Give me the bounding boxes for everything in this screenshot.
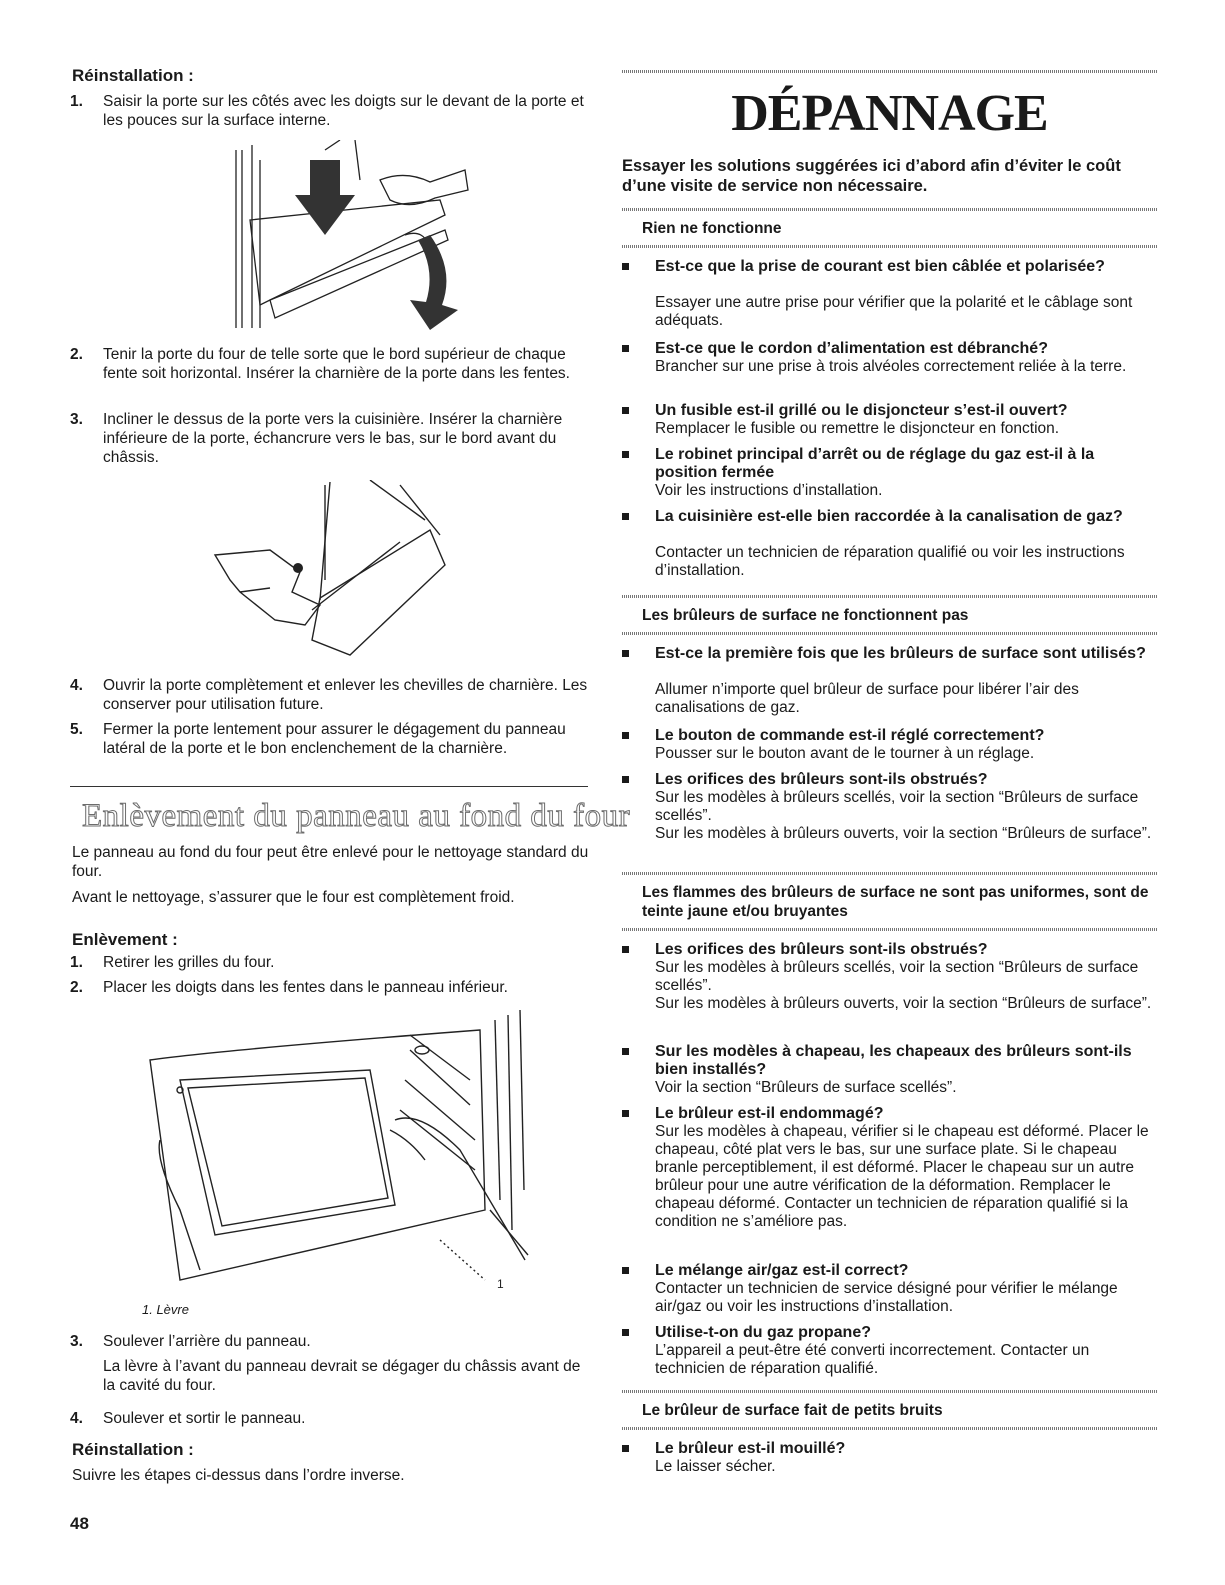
removal-step-1: 1. Retirer les grilles du four. (70, 954, 275, 971)
question: Sur les modèles à chapeau, les chapeaux des brûleurs sont-ils bien installés? (655, 1043, 1132, 1078)
section-bottom-rule (622, 928, 1157, 931)
question: Est-ce que la prise de courant est bien câblée et polarisée? (655, 258, 1105, 275)
troubleshooting-item (622, 941, 1157, 1031)
troubleshooting-item (622, 771, 1157, 861)
removal-step-3: 3. Soulever l’arrière du panneau. (70, 1333, 311, 1350)
troubleshooting-item (622, 1043, 1157, 1097)
page-number: 48 (70, 1514, 89, 1533)
answer: L’appareil a peut-être été converti incorrectement. Contacter un technicien de réparation qualifié. (655, 1342, 1090, 1377)
question: Un fusible est-il grillé ou le disjoncteur s’est-il ouvert? (655, 402, 1068, 419)
troubleshooting-item (622, 1105, 1157, 1249)
question: Le brûleur est-il endommagé? (655, 1105, 884, 1122)
bullet-square-icon (622, 1329, 629, 1336)
answer: Le laisser sécher. (655, 1458, 776, 1475)
section-heading: Le brûleur de surface fait de petits bruits (642, 1402, 943, 1419)
page-title: DÉPANNAGE (731, 85, 1048, 142)
bullet-square-icon (622, 1445, 629, 1452)
reinstall-text: Suivre les étapes ci-dessus dans l’ordre inverse. (72, 1467, 405, 1484)
question: Les orifices des brûleurs sont-ils obstrués? (655, 941, 988, 958)
bullet-square-icon (622, 263, 629, 270)
figure-callout: 1 (497, 1277, 504, 1291)
answer: Sur les modèles à chapeau, vérifier si le chapeau est déformé. Placer le chapeau, côté plat vers le bas, sur une surface plate. Si le chapeau branle perceptiblement, il est déformé. Placer le chapeau sur un autre brûleur pour une autre vérification de la déformation. Remplacer le chapeau déformé. Contacter un technicien de réparation qualifié si la condition ne s’améliore pas. (655, 1123, 1149, 1230)
answer: Contacter un technicien de service désigné pour vérifier le mélange air/gaz ou voir les instructions d’installation. (655, 1280, 1118, 1315)
section-bottom-rule (622, 245, 1157, 248)
oven-panel-illustration (140, 1010, 530, 1295)
section-top-rule (622, 208, 1157, 211)
section-paragraph-1: Le panneau au fond du four peut être enlevé pour le nettoyage standard du four. (72, 844, 589, 880)
answer: Essayer une autre prise pour vérifier que la polarité et le câblage sont adéquats. (655, 294, 1133, 329)
top-dotted-rule (622, 70, 1157, 73)
door-lift-illustration (230, 140, 470, 332)
bullet-square-icon (622, 345, 629, 352)
intro-text: Essayer les solutions suggérées ici d’abord afin d’éviter le coût d’une visite de service non nécessaire. (622, 157, 1121, 195)
bullet-square-icon (622, 1110, 629, 1117)
bullet-square-icon (622, 513, 629, 520)
section-divider (70, 786, 588, 787)
troubleshooting-item (622, 340, 1157, 394)
troubleshooting-item (622, 1262, 1157, 1316)
troubleshooting-item (622, 402, 1157, 438)
answer: Brancher sur une prise à trois alvéoles correctement reliée à la terre. (655, 358, 1127, 375)
section-paragraph-2: Avant le nettoyage, s’assurer que le four est complètement froid. (72, 889, 515, 906)
answer: Remplacer le fusible ou remettre le disjoncteur en fonction. (655, 420, 1060, 437)
reinstall-heading-2: Réinstallation : (72, 1440, 194, 1459)
answer: Sur les modèles à brûleurs scellés, voir la section “Brûleurs de surface scellés”. Sur les modèles à brûleurs ouverts, voir la section “Brûleurs de surface”. (655, 789, 1152, 842)
removal-heading: Enlèvement : (72, 930, 178, 949)
section-heading: Les brûleurs de surface ne fonctionnent pas (642, 607, 969, 624)
bullet-square-icon (622, 451, 629, 458)
troubleshooting-item (622, 258, 1157, 330)
question: Le brûleur est-il mouillé? (655, 1440, 846, 1457)
answer: Contacter un technicien de réparation qualifié ou voir les instructions d’installation. (655, 544, 1125, 579)
question: Est-ce la première fois que les brûleurs de surface sont utilisés? (655, 645, 1146, 662)
section-heading: Rien ne fonctionne (642, 220, 782, 237)
removal-step-2: 2. Placer les doigts dans les fentes dans le panneau inférieur. (70, 979, 508, 996)
troubleshooting-item (622, 1440, 1157, 1476)
question: Utilise-t-on du gaz propane? (655, 1324, 871, 1341)
bullet-square-icon (622, 1267, 629, 1274)
bullet-square-icon (622, 946, 629, 953)
removal-step-3-note: La lèvre à l’avant du panneau devrait se dégager du châssis avant de la cavité du four. (103, 1358, 581, 1394)
troubleshooting-item (622, 645, 1157, 717)
answer: Voir la section “Brûleurs de surface scellés”. (655, 1079, 957, 1096)
bullet-square-icon (622, 407, 629, 414)
troubleshooting-item (622, 508, 1157, 580)
question: Le bouton de commande est-il réglé correctement? (655, 727, 1045, 744)
section-title: Enlèvement du panneau au fond du four (82, 798, 631, 834)
reinstall-heading: Réinstallation : (72, 66, 194, 85)
question: Les orifices des brûleurs sont-ils obstrués? (655, 771, 988, 788)
bullet-square-icon (622, 776, 629, 783)
step-4: 4. Ouvrir la porte complètement et enlever les chevilles de charnière. Les conserver pour utilisation future. (70, 677, 588, 713)
troubleshooting-item (622, 727, 1157, 763)
section-bottom-rule (622, 632, 1157, 635)
question: La cuisinière est-elle bien raccordée à la canalisation de gaz? (655, 508, 1123, 525)
answer: Pousser sur le bouton avant de le tourner à un réglage. (655, 745, 1035, 762)
bullet-square-icon (622, 732, 629, 739)
section-top-rule (622, 1390, 1157, 1393)
answer: Voir les instructions d’installation. (655, 482, 883, 499)
removal-step-4: 4. Soulever et sortir le panneau. (70, 1410, 306, 1427)
bullet-square-icon (622, 1048, 629, 1055)
troubleshooting-item (622, 1324, 1157, 1378)
section-top-rule (622, 595, 1157, 598)
hinge-illustration (200, 480, 450, 658)
question: Est-ce que le cordon d’alimentation est débranché? (655, 340, 1048, 357)
step-5: 5. Fermer la porte lentement pour assurer le dégagement du panneau latéral de la porte et le bon enclenchement de la charnière. (70, 721, 566, 757)
step-1: 1. Saisir la porte sur les côtés avec les doigts sur le devant de la porte et les pouces sur la surface interne. (70, 93, 584, 129)
section-top-rule (622, 872, 1157, 875)
answer: Allumer n’importe quel brûleur de surface pour libérer l’air des canalisations de gaz. (655, 681, 1079, 716)
question: Le robinet principal d’arrêt ou de réglage du gaz est-il à la position fermée (655, 446, 1095, 481)
answer: Sur les modèles à brûleurs scellés, voir la section “Brûleurs de surface scellés”. Sur les modèles à brûleurs ouverts, voir la section “Brûleurs de surface”. (655, 959, 1152, 1012)
step-2: 2. Tenir la porte du four de telle sorte que le bord supérieur de chaque fente soit horizontal. Insérer la charnière de la porte dans les fentes. (70, 346, 570, 382)
step-3: 3. Incliner le dessus de la porte vers la cuisinière. Insérer la charnière inférieure de la porte, échancrure vers le bas, sur le bord avant du châssis. (70, 411, 563, 466)
bullet-square-icon (622, 650, 629, 657)
question: Le mélange air/gaz est-il correct? (655, 1262, 909, 1279)
section-heading: Les flammes des brûleurs de surface ne sont pas uniformes, sont de teinte jaune et/ou bruyantes (642, 884, 1149, 920)
section-bottom-rule (622, 1427, 1157, 1430)
figure-caption: 1. Lèvre (142, 1302, 189, 1317)
troubleshooting-item (622, 446, 1157, 500)
